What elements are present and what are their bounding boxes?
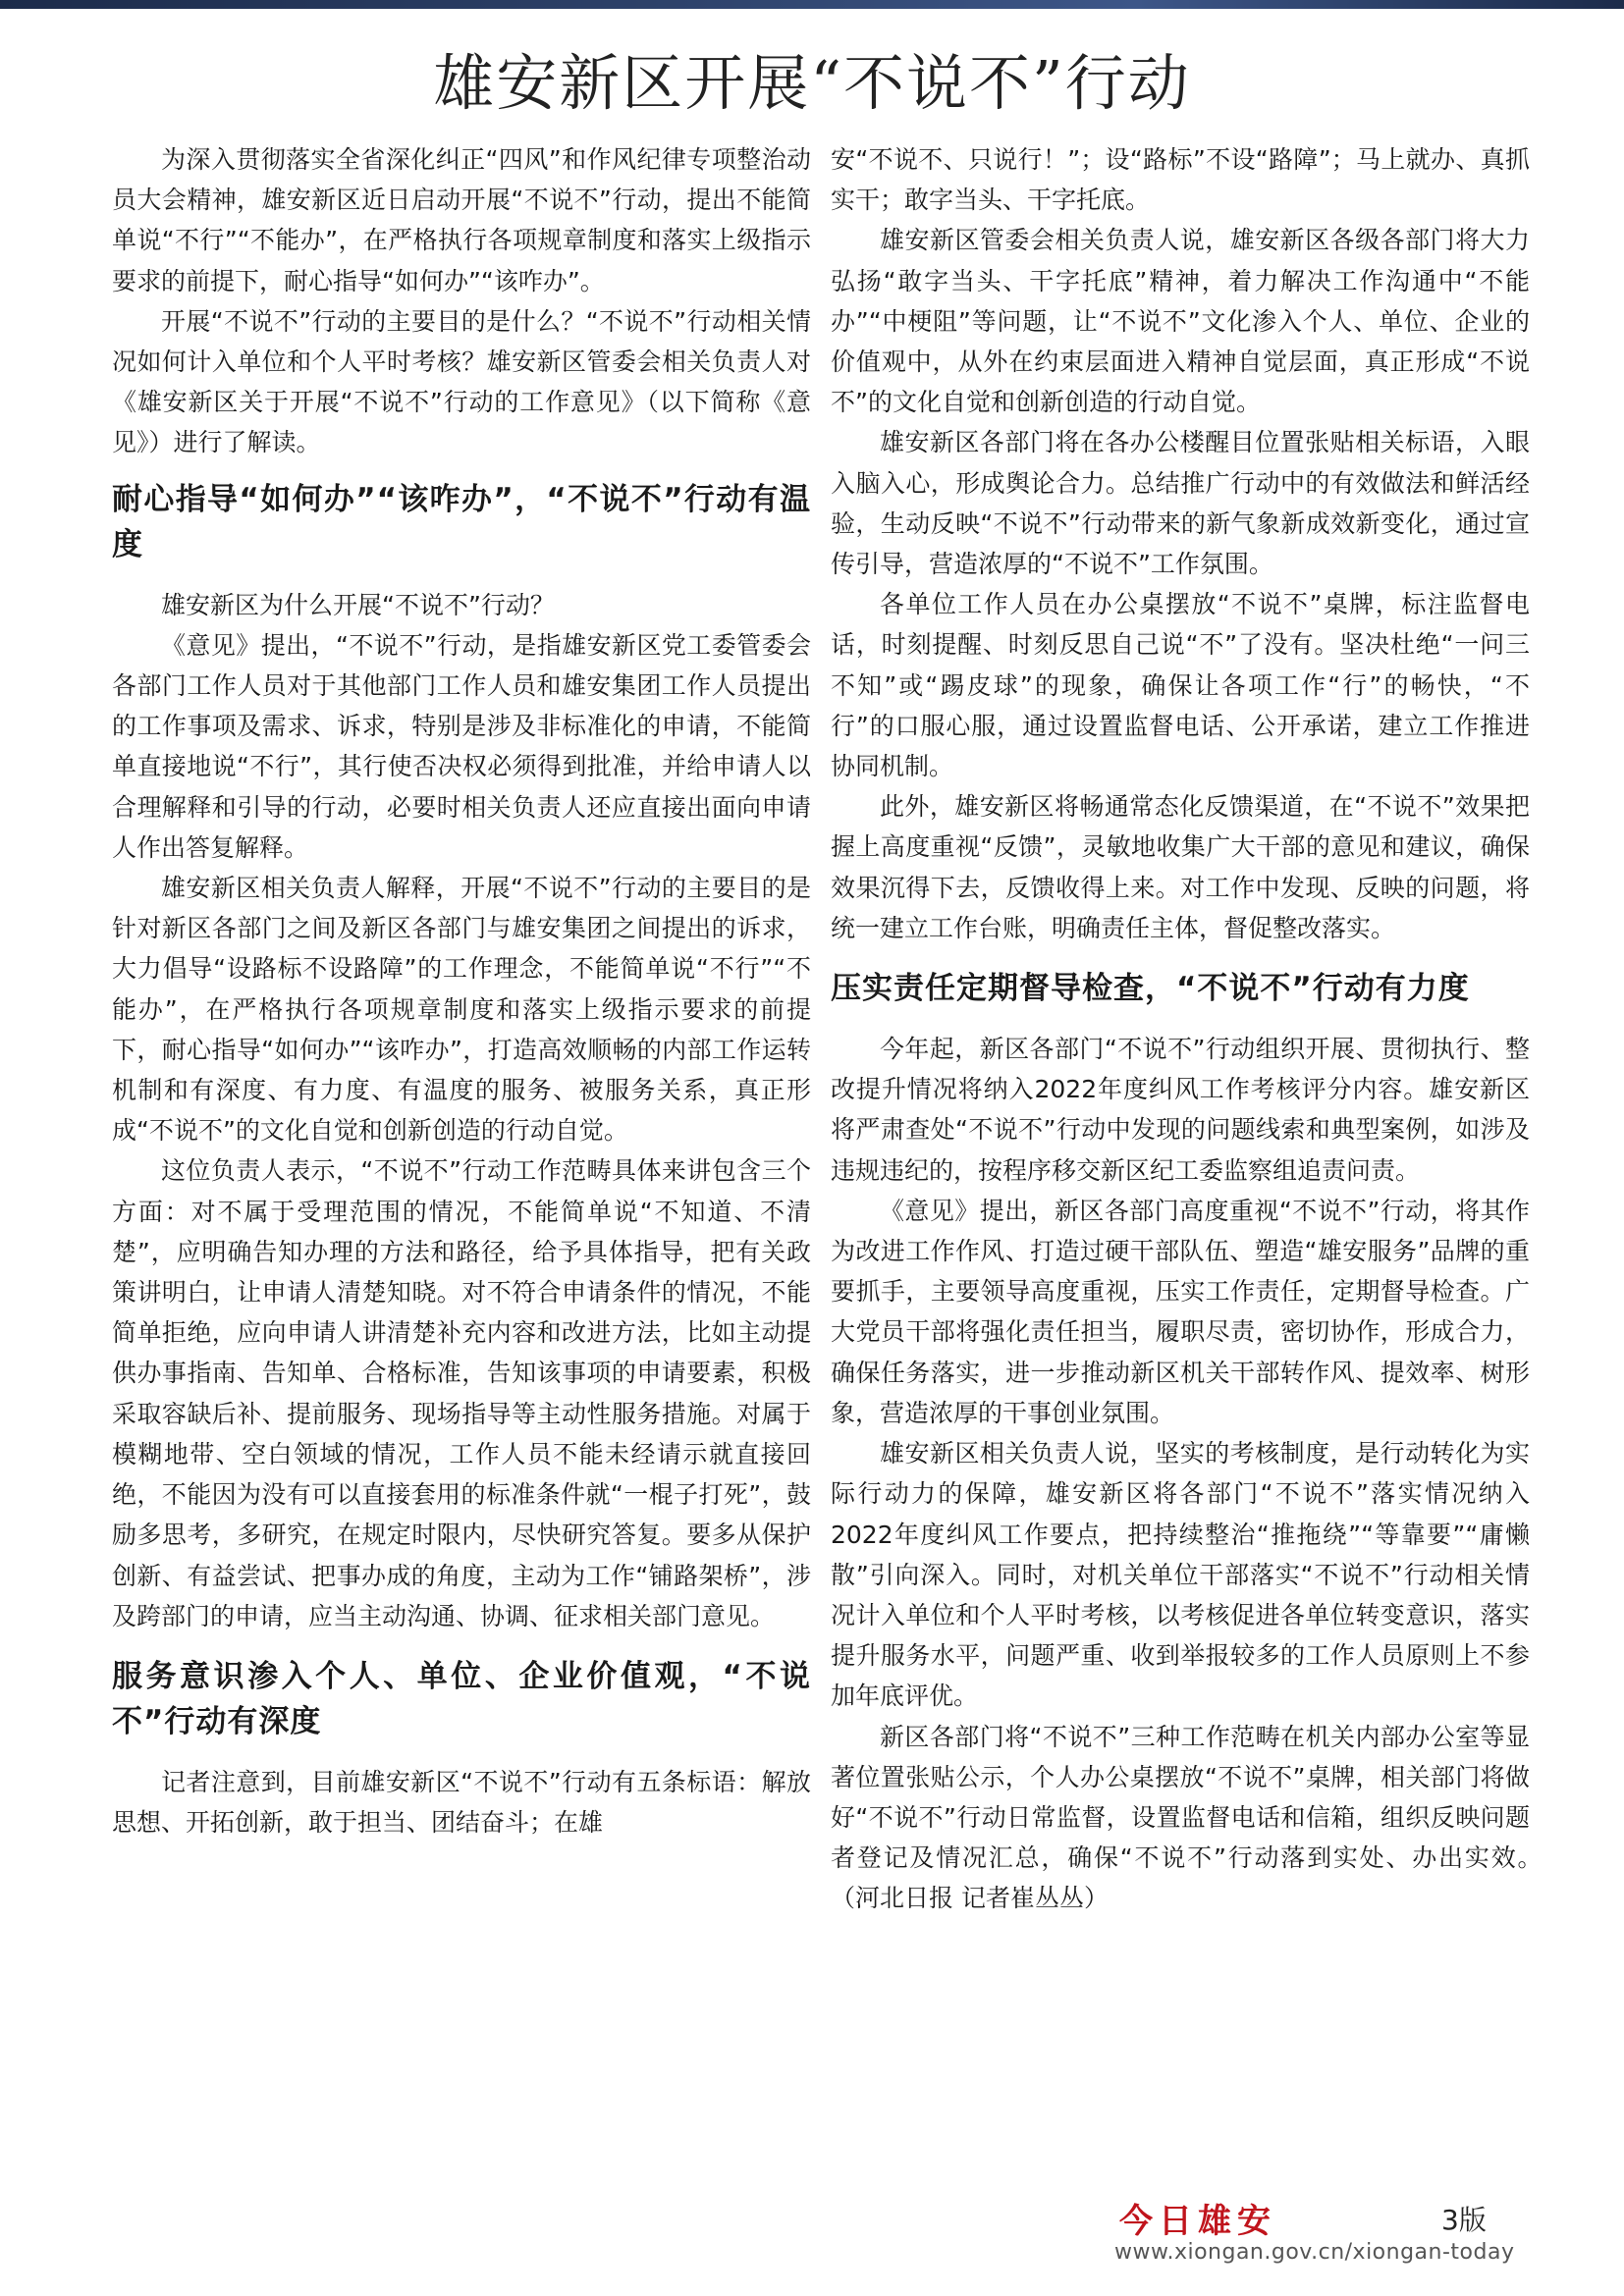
publication-logo: 今日雄安	[1119, 2202, 1276, 2241]
section-heading: 服务意识渗入个人、单位、企业价值观，“不说不”行动有深度	[112, 1658, 811, 1739]
paragraph: 今年起，新区各部门“不说不”行动组织开展、贯彻执行、整改提升情况将纳入2022年度纠风工作考核评分内容。雄安新区将严肃查处“不说不”行动中发现的问题线索和典型案例，如涉及违规违纪的，按程序移交新区纪工委监察组追责问责。	[831, 1035, 1530, 1185]
paragraph: 安“不说不、只说行！”；设“路标”不设“路障”；马上就办、真抓实干；敢字当头、干字托底。	[831, 145, 1530, 215]
footer-url-link[interactable]: www.xiongan.gov.cn/xiongan-today	[1114, 2240, 1515, 2265]
paragraph: 为深入贯彻落实全省深化纠正“四风”和作风纪律专项整治动员大会精神，雄安新区近日启动开展“不说不”行动，提出不能简单说“不行”“不能办”，在严格执行各项规章制度和落实上级指示要求的前提下，耐心指导“如何办”“该咋办”。	[112, 145, 811, 295]
paragraph: 开展“不说不”行动的主要目的是什么？“不说不”行动相关情况如何计入单位和个人平时考核？雄安新区管委会相关负责人对《雄安新区关于开展“不说不”行动的工作意见》（以下简称《意见》）进行了解读。	[112, 306, 811, 457]
paragraph: 《意见》提出，“不说不”行动，是指雄安新区党工委管委会各部门工作人员对于其他部门工作人员和雄安集团工作人员提出的工作事项及需求、诉求，特别是涉及非标准化的申请，不能简单直接地说“不行”，其行使否决权必须得到批准，并给申请人以合理解释和引导的行动，必要时相关负责人还应直接出面向申请人作出答复解释。	[112, 630, 811, 862]
section-heading: 压实责任定期督导检查，“不说不”行动有力度	[831, 971, 1470, 1007]
page-title: 雄安新区开展“不说不”行动	[433, 47, 1191, 119]
top-color-bar	[0, 0, 1624, 9]
left-column	[112, 139, 811, 1842]
section-heading: 耐心指导“如何办”“该咋办”，“不说不”行动有温度	[112, 481, 811, 562]
paragraph: 各单位工作人员在办公桌摆放“不说不”桌牌，标注监督电话，时刻提醒、时刻反思自己说“不”了没有。坚决杜绝“一问三不知”或“踢皮球”的现象，确保让各项工作“行”的畅快，“不行”的口服心服，通过设置监督电话、公开承诺，建立工作推进协同机制。	[831, 590, 1530, 781]
paragraph: 记者注意到，目前雄安新区“不说不”行动有五条标语：解放思想、开拓创新，敢于担当、团结奋斗；在雄	[112, 1767, 811, 1838]
page-number: 3版	[1441, 2204, 1487, 2236]
paragraph: 雄安新区为什么开展“不说不”行动？	[161, 590, 555, 619]
paragraph: 雄安新区相关负责人解释，开展“不说不”行动的主要目的是针对新区各部门之间及新区各部门与雄安集团之间提出的诉求，大力倡导“设路标不设路障”的工作理念，不能简单说“不行”“不能办”，在严格执行各项规章制度和落实上级指示要求的前提下，耐心指导“如何办”“该咋办”，打造高效顺畅的内部工作运转机制和有深度、有力度、有温度的服务、被服务关系，真正形成“不说不”的文化自觉和创新创造的行动自觉。	[112, 874, 811, 1146]
paragraph: 新区各部门将“不说不”三种工作范畴在机关内部办公室等显著位置张贴公示，个人办公桌摆放“不说不”桌牌，相关部门将做好“不说不”行动日常监督，设置监督电话和信箱，组织反映问题者登记及情况汇总，确保“不说不”行动落到实处、办出实效。 （河北日报 记者崔丛丛）	[831, 1722, 1555, 1913]
paragraph: 《意见》提出，新区各部门高度重视“不说不”行动，将其作为改进工作作风、打造过硬干部队伍、塑造“雄安服务”品牌的重要抓手，主要领导高度重视，压实工作责任，定期督导检查。广大党员干部将强化责任担当，履职尽责，密切协作，形成合力，确保任务落实，进一步推动新区机关干部转作风、提效率、树形象，营造浓厚的干事创业氛围。	[831, 1196, 1530, 1427]
paragraph: 此外，雄安新区将畅通常态化反馈渠道，在“不说不”效果把握上高度重视“反馈”，灵敏地收集广大干部的意见和建议，确保效果沉得下去，反馈收得上来。对工作中发现、反映的问题，将统一建立工作台账，明确责任主体，督促整改落实。	[831, 792, 1530, 942]
paragraph: 雄安新区相关负责人说，坚实的考核制度，是行动转化为实际行动力的保障，雄安新区将各部门“不说不”落实情况纳入2022年度纠风工作要点，把持续整治“推拖绕”“等靠要”“庸懒散”引向深入。同时，对机关单位干部落实“不说不”行动相关情况计入单位和个人平时考核，以考核促进各单位转变意识，落实提升服务水平，问题严重、收到举报较多的工作人员原则上不参加年底评优。	[831, 1439, 1530, 1711]
right-column	[831, 139, 1555, 1919]
paragraph: 雄安新区各部门将在各办公楼醒目位置张贴相关标语，入眼入脑入心，形成舆论合力。总结推广行动中的有效做法和鲜活经验，生动反映“不说不”行动带来的新气象新成效新变化，通过宣传引导，营造浓厚的“不说不”工作氛围。	[831, 428, 1530, 579]
paragraph: 这位负责人表示，“不说不”行动工作范畴具体来讲包含三个方面：对不属于受理范围的情况，不能简单说“不知道、不清楚”，应明确告知办理的方法和路径，给予具体指导，把有关政策讲明白，让申请人清楚知晓。对不符合申请条件的情况，不能简单拒绝，应向申请人讲清楚补充内容和改进方法，比如主动提供办事指南、告知单、合格标准，告知该事项的申请要素，积极采取容缺后补、提前服务、现场指导等主动性服务措施。对属于模糊地带、空白领域的情况，工作人员不能未经请示就直接回绝，不能因为没有可以直接套用的标准条件就“一棍子打死”，鼓励多思考，多研究，在规定时限内，尽快研究答复。要多从保护创新、有益尝试、把事办成的角度，主动为工作“铺路架桥”，涉及跨部门的申请，应当主动沟通、协调、征求相关部门意见。	[112, 1156, 811, 1630]
paragraph: 雄安新区管委会相关负责人说，雄安新区各级各部门将大力弘扬“敢字当头、干字托底”精神，着力解决工作沟通中“不能办”“中梗阻”等问题，让“不说不”文化渗入个人、单位、企业的价值观中，从外在约束层面进入精神自觉层面，真正形成“不说不”的文化自觉和创新创造的行动自觉。	[831, 226, 1530, 417]
